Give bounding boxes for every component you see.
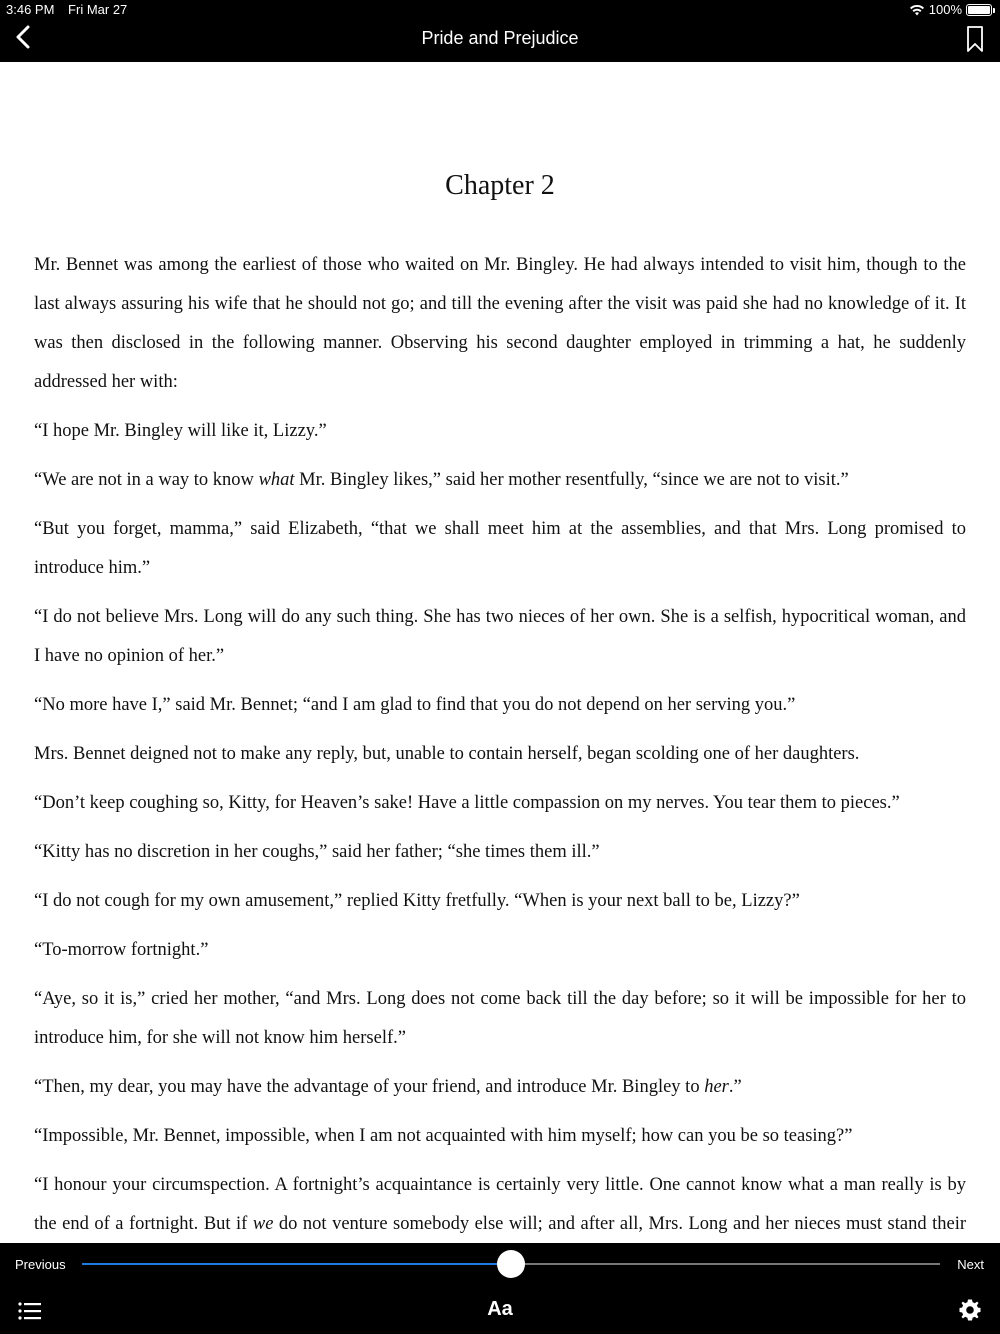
paragraph [34,461,966,500]
bottom-toolbar [0,1243,1000,1334]
status-bar-right [909,2,992,17]
paragraph-text: Mrs. Bennet deigned not to make any reply, but, unable to contain herself, began scolding one of her daughters. [34,744,860,764]
chapter-title: Chapter 2 [445,170,555,201]
paragraph-text: “But you forget, mamma,” said Elizabeth, “that we shall meet him at the assemblies, and that Mrs. Long promised to introduce him.” [34,519,966,578]
book-title: Pride and Prejudice [421,28,579,48]
previous-button[interactable]: Previous [15,1257,66,1272]
paragraph [34,686,966,725]
top-bar [0,0,1000,62]
paragraph-text: Mr. Bingley likes,” said her mother resentfully, “since we are not to visit.” [294,470,849,490]
paragraph [34,1117,966,1156]
paragraph [34,1166,966,1243]
status-bar-left [6,2,137,17]
font-settings-label: Aa [487,1298,513,1320]
paragraph-text: “I do not believe Mrs. Long will do any such thing. She has two nieces of her own. She is a selfish, hypocritical woman, and I have no opinion of her.” [34,607,966,666]
paragraph [34,980,966,1058]
emphasis-text: what [258,470,295,490]
paragraph-text: do not venture somebody else will; and after all, Mrs. Long and her nieces must stand their [278,1214,966,1234]
paragraph [34,931,966,970]
paragraph-text: “Impossible, Mr. Bennet, impossible, when I am not acquainted with him myself; how can you be so teasing?” [34,1126,853,1146]
status-date: Fri Mar 27 [68,2,128,17]
paragraph-text: “To-morrow fortnight.” [34,940,209,960]
wifi-icon [909,4,925,16]
paragraph [34,882,966,921]
paragraph [34,598,966,676]
paragraph [34,1068,966,1107]
paragraph-text: “Don’t keep coughing so, Kitty, for Heaven’s sake! Have a little compassion on my nerves. You tear them to pieces.” [34,793,900,813]
paragraph-text: “I honour your circumspection. A fortnight’s acquaintance is certainly very little. One cannot know what a man really is by the end of a fortnight. But if [34,1175,966,1234]
paragraph [34,735,966,774]
paragraph-text: “I do not cough for my own amusement,” replied Kitty fretfully. “When is your next ball to be, Lizzy?” [34,891,800,911]
paragraph-text: “I hope Mr. Bingley will like it, Lizzy.” [34,421,327,441]
paragraph-text: “We are not in a way to know [34,470,259,490]
emphasis-text: her [704,1077,729,1097]
status-time: 3:46 PM [6,2,55,17]
paragraph-text: “Aye, so it is,” cried her mother, “and Mrs. Long does not come back till the day before; so it will be impossible for her to introduce him, for she will not know him herself.” [34,989,966,1048]
progress-slider-fill [82,1263,511,1265]
font-settings-button[interactable] [0,1298,1000,1321]
emphasis-text: we [252,1214,274,1234]
paragraph-text: .” [728,1077,742,1097]
progress-slider-thumb[interactable] [497,1250,525,1278]
paragraph [34,246,966,402]
paragraph-text: “Then, my dear, you may have the advantage of your friend, and introduce Mr. Bingley to [34,1077,705,1097]
battery-icon [966,4,992,16]
chapter-text [34,246,966,1243]
reading-page[interactable] [0,62,1000,1243]
progress-slider[interactable] [82,1263,940,1265]
settings-button[interactable] [958,1298,982,1322]
battery-level-fill [968,6,990,14]
paragraph-text: Mr. Bennet was among the earliest of those who waited on Mr. Bingley. He had always intended to visit him, though to the last always assuring his wife that he should not go; and till the evening after the visit was paid she had no knowledge of it. It was then disclosed in the following manner. Observing his second daughter employed in trimming a hat, he suddenly addressed her with: [34,255,966,392]
paragraph-text: “No more have I,” said Mr. Bennet; “and I am glad to find that you do not depend on her serving you.” [34,695,796,715]
paragraph-text: “Kitty has no discretion in her coughs,” said her father; “she times them ill.” [34,842,600,862]
paragraph [34,784,966,823]
paragraph [34,833,966,872]
gear-icon [958,1298,982,1322]
paragraph [34,412,966,451]
paragraph [34,510,966,588]
bookmark-button[interactable] [964,24,986,54]
next-button[interactable]: Next [957,1257,984,1272]
bookmark-icon [964,24,986,54]
battery-percentage: 100% [928,2,962,17]
